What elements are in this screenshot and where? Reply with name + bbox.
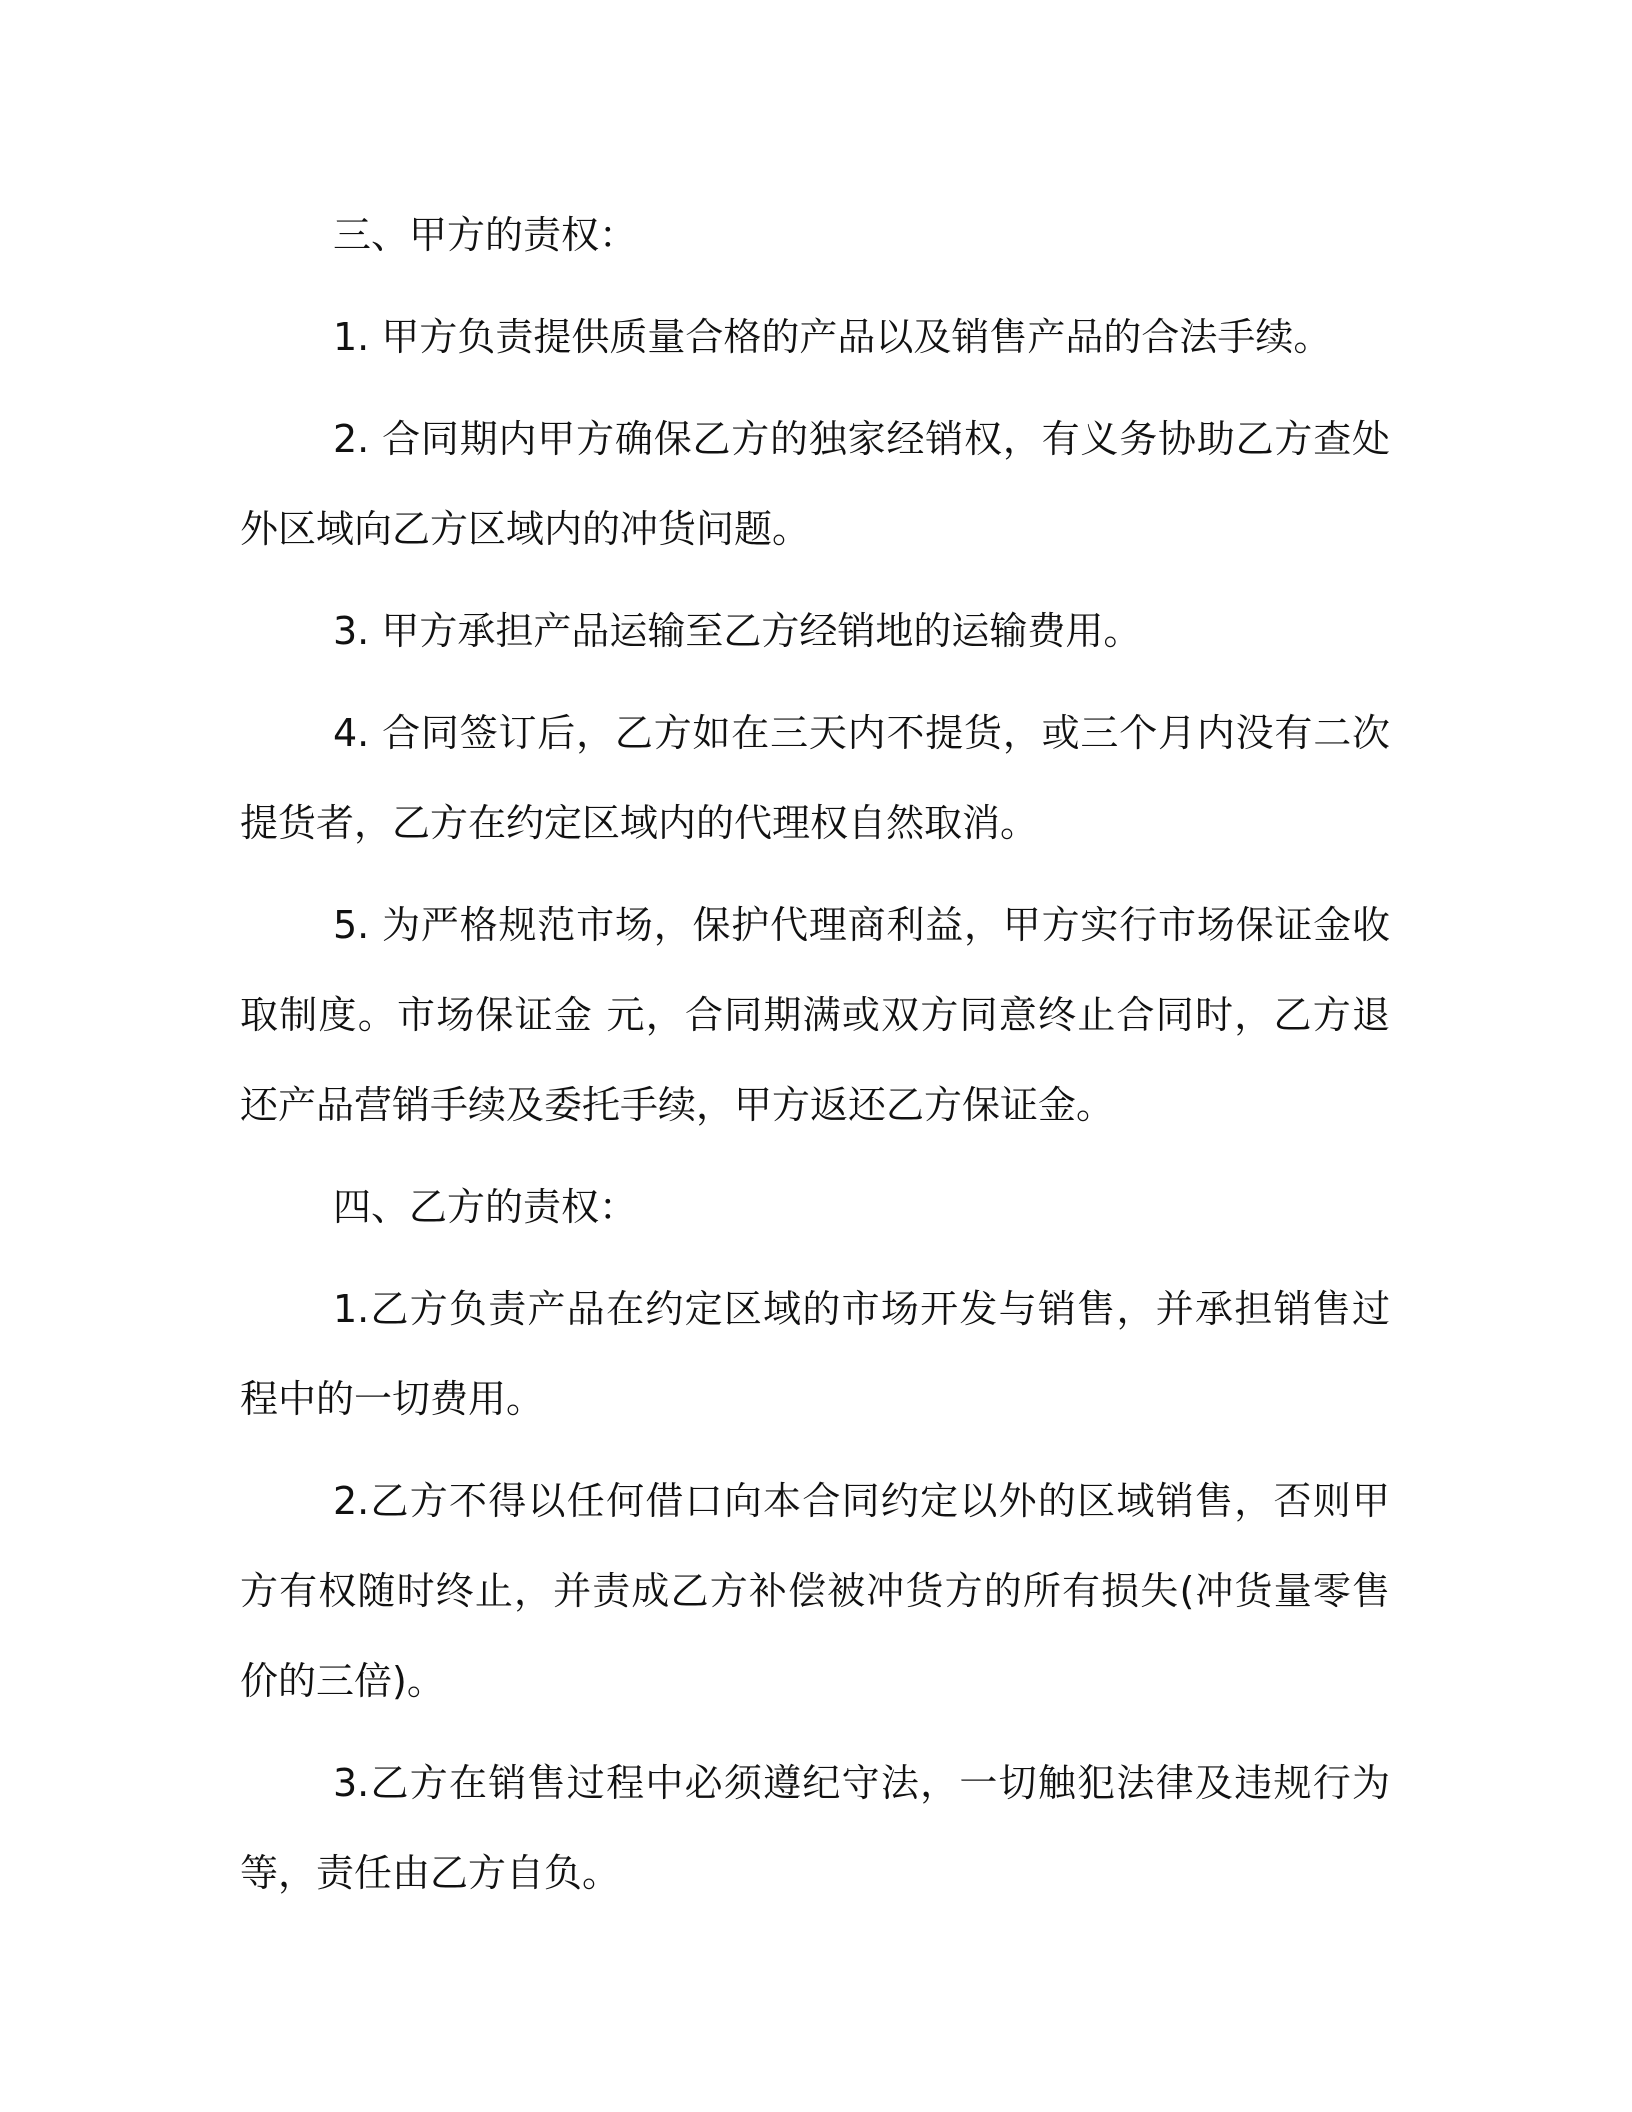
section-heading-party-a: 三、甲方的责权： [333,213,638,257]
party-b-clause-2: 2.乙方不得以任何借口向本合同约定以外的区域销售，否则甲方有权随时终止，并责成乙方补偿被冲货方的所有损失(冲货量零售价的三倍)。 [240,1479,1390,1703]
section-heading-party-b: 四、乙方的责权： [333,1185,638,1229]
party-a-clause-1: 1. 甲方负责提供质量合格的产品以及销售产品的合法手续。 [333,315,1332,359]
party-a-clause-4: 4. 合同签订后，乙方如在三天内不提货，或三个月内没有二次提货者，乙方在约定区域内的代理权自然取消。 [240,711,1390,845]
party-b-clause-3: 3.乙方在销售过程中必须遵纪守法，一切触犯法律及违规行为等，责任由乙方自负。 [240,1761,1390,1895]
document-body [240,190,1390,1930]
party-a-clause-5: 5. 为严格规范市场，保护代理商利益，甲方实行市场保证金收取制度。市场保证金 元，合同期满或双方同意终止合同时，乙方退还产品营销手续及委托手续，甲方返还乙方保证金。 [240,903,1390,1127]
party-a-clause-2: 2. 合同期内甲方确保乙方的独家经销权，有义务协助乙方查处外区域向乙方区域内的冲货问题。 [240,417,1390,551]
party-b-clause-1: 1.乙方负责产品在约定区域的市场开发与销售，并承担销售过程中的一切费用。 [240,1287,1390,1421]
party-a-clause-3: 3. 甲方承担产品运输至乙方经销地的运输费用。 [333,609,1142,653]
